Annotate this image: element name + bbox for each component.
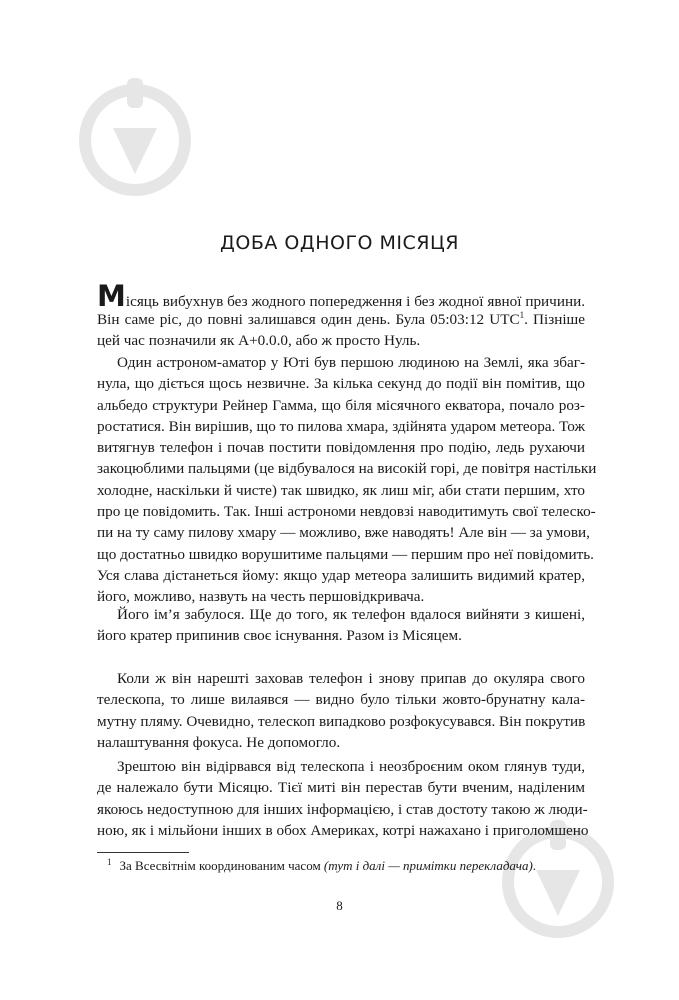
text-line: що достатньо швидко ворушитиме пальцями — першим про неї повідомить. bbox=[97, 545, 594, 563]
text-line: пи на ту саму пилову хмару — можливо, вже наводять! Але він — за умови, bbox=[97, 524, 590, 542]
text-line: Коли ж він нарешті заховав телефон і знову припав до окуляра свого bbox=[117, 670, 585, 687]
text-line: мутну пляму. Очевидно, телескоп випадково розфокусувався. Він покрутив bbox=[97, 712, 586, 730]
footnote-reference[interactable]: 1 bbox=[519, 309, 525, 320]
text-line: його кратер припинив своє існування. Разом із Місяцем. bbox=[97, 627, 462, 645]
text-line: ною, як і мільйони інших в обох Америках, котрі нажахано і приголомшено bbox=[97, 821, 589, 839]
page-number: 8 bbox=[336, 898, 343, 913]
text-line: телескопа, то лише вилаявся — видно було тільки жовто-брунатну кала- bbox=[97, 691, 585, 709]
footnote-italic: (тут і далі — примітки перекладача) bbox=[323, 858, 533, 873]
paragraph-2 bbox=[97, 352, 597, 608]
footnote-mark: 1 bbox=[107, 856, 112, 867]
text-line: його, можливо, назвуть на честь першовідкривача. bbox=[97, 588, 425, 606]
footnote-end: . bbox=[532, 858, 537, 873]
text-line: Місяць вибухнув без жодного попередження і без жодної явної причини. bbox=[97, 279, 585, 313]
text-line: де належало бути Місяцю. Тієї миті він перестав бути вченим, наділеним bbox=[97, 779, 585, 797]
text-line: альбедо структури Рейнер Гамма, що біля місячного екватора, почало роз- bbox=[97, 396, 585, 414]
text-line: якоюсь недоступною для інших інформацією, і став достоту такою ж люди- bbox=[97, 800, 588, 818]
text-line: Уся слава дістанеться йому: якщо удар метеора залишить видимий кратер, bbox=[97, 566, 585, 584]
text-line: Один астроном-аматор у Юті був першою людиною на Землі, яка збаг- bbox=[117, 354, 585, 371]
footnote bbox=[97, 857, 597, 875]
publisher-watermark-icon bbox=[75, 78, 195, 208]
drop-cap: М bbox=[97, 279, 126, 313]
text-line: холодне, наскільки й чисте) так швидко, як лиш міг, аби стати першим, хто bbox=[97, 481, 585, 499]
paragraph-4 bbox=[97, 668, 585, 753]
paragraph-3-body bbox=[97, 604, 585, 647]
text-line: про це повідомить. Так. Інші астрономи невдовзі наводитимуть свої телеско- bbox=[97, 503, 596, 521]
text-line: Зрештою він відірвався від телескопа і неозброєним оком глянув туди, bbox=[117, 758, 585, 775]
text-line: витягнув телефон і почав постити повідомлення про подію, ледь рухаючи bbox=[97, 439, 585, 457]
text-line: Його ім’я забулося. Ще до того, як телефон вдалося вийняти з кишені, bbox=[117, 606, 585, 623]
text-line: закоцюблими пальцями (це відбувалося на високій горі, де повітря настільки bbox=[97, 460, 597, 478]
text-line: Він саме ріс, до повні залишався один день. Була 05:03:12 UTC$^1$. Пізніше bbox=[97, 309, 585, 328]
text-line: налаштування фокуса. Не допомогло. bbox=[97, 733, 341, 751]
paragraph-5 bbox=[97, 756, 589, 841]
footnote-divider bbox=[97, 852, 189, 853]
text-line: нула, що діється щось незвичне. За кілька секунд до події він помітив, що bbox=[97, 375, 585, 393]
chapter-title: ДОБА ОДНОГО МІСЯЦЯ bbox=[220, 232, 459, 254]
text-line: цей час позначили як A+0.0.0, або ж просто Нуль. bbox=[97, 332, 421, 350]
footnote-text: За Всесвітнім координованим часом bbox=[119, 858, 324, 873]
text-line: ростатися. Він вирішив, що то пилова хмара, здійнята ударом метеора. Тож bbox=[97, 417, 585, 435]
paragraph-1 bbox=[97, 279, 585, 352]
